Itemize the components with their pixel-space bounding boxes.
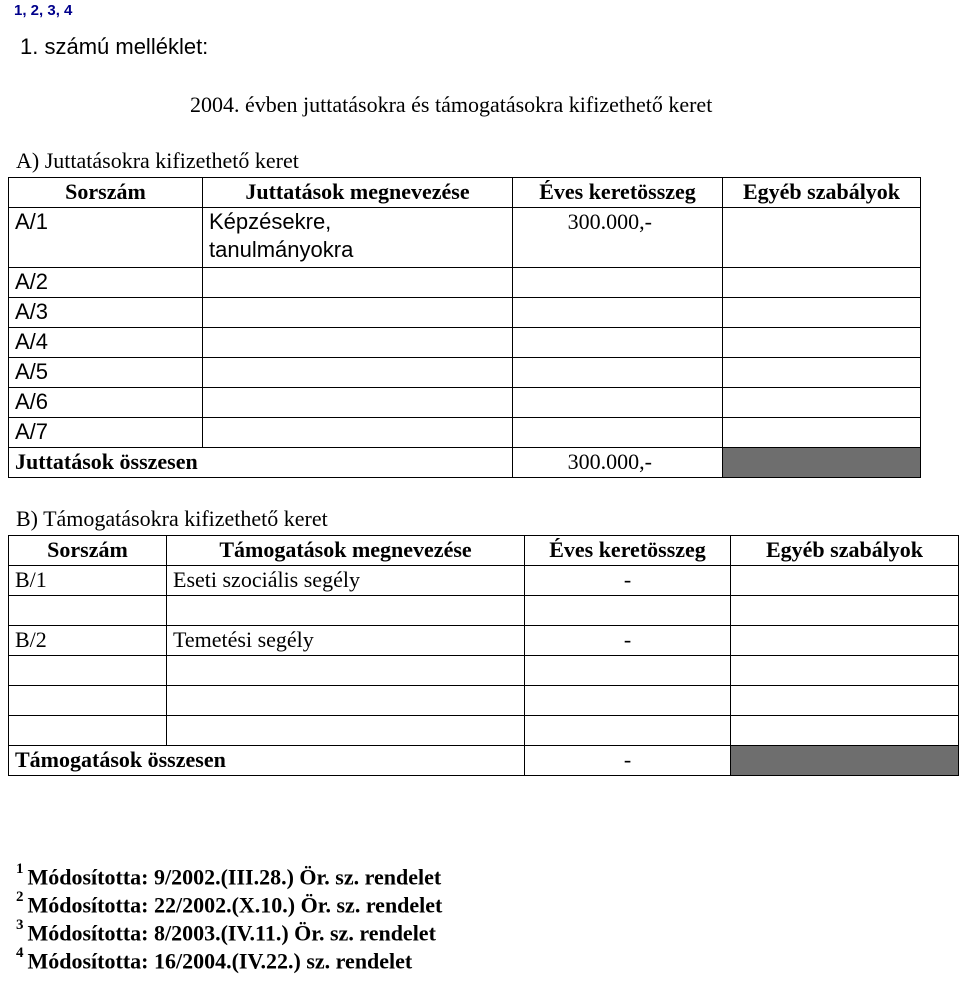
allowances-table (8, 177, 921, 478)
row-name: Temetési segély (167, 626, 525, 656)
row-amount (513, 388, 723, 418)
row-name (203, 388, 513, 418)
footnote-1 (16, 861, 442, 890)
column-header-number: Sorszám (9, 178, 203, 208)
column-header-rules: Egyéb szabályok (723, 178, 921, 208)
table-row (9, 298, 921, 328)
row-name-line-2: tanulmányokra (209, 237, 354, 262)
row-amount: 300.000,- (513, 208, 723, 268)
column-header-amount: Éves keretösszeg (513, 178, 723, 208)
footnote-3 (16, 917, 436, 946)
row-name: Eseti szociális segély (167, 566, 525, 596)
row-id: A/3 (9, 298, 203, 328)
column-header-number: Sorszám (9, 536, 167, 566)
section-b-title: B) Támogatásokra kifizethető keret (16, 506, 328, 531)
row-name (203, 208, 513, 268)
footnote-text: Módosította: 16/2004.(IV.22.) sz. rendelet (27, 948, 413, 974)
row-rules (723, 358, 921, 388)
row-rules (723, 388, 921, 418)
table-row (9, 208, 921, 268)
row-rules (731, 686, 959, 716)
table-row (9, 656, 959, 686)
column-header-rules: Egyéb szabályok (731, 536, 959, 566)
row-name (203, 268, 513, 298)
row-name (167, 596, 525, 626)
row-id (9, 656, 167, 686)
table-row (9, 388, 921, 418)
row-name (203, 328, 513, 358)
row-amount (513, 418, 723, 448)
footnote-number: 1 (16, 861, 24, 877)
row-id: A/4 (9, 328, 203, 358)
footnote-number: 2 (16, 889, 24, 905)
total-amount: - (525, 746, 731, 776)
table-row (9, 418, 921, 448)
footnote-number: 3 (16, 917, 24, 933)
row-name (203, 418, 513, 448)
row-rules (731, 656, 959, 686)
row-rules (723, 268, 921, 298)
row-amount: - (525, 626, 731, 656)
table-row (9, 596, 959, 626)
row-amount (525, 656, 731, 686)
table-row (9, 626, 959, 656)
row-amount (513, 298, 723, 328)
section-a-title: A) Juttatásokra kifizethető keret (16, 148, 299, 173)
row-name (167, 656, 525, 686)
row-id: A/5 (9, 358, 203, 388)
row-id: B/1 (9, 566, 167, 596)
table-row (9, 686, 959, 716)
table-row (9, 716, 959, 746)
total-rules-shaded (731, 746, 959, 776)
total-amount: 300.000,- (513, 448, 723, 478)
row-id (9, 716, 167, 746)
total-rules-shaded (723, 448, 921, 478)
row-rules (731, 626, 959, 656)
table-header-row (9, 178, 921, 208)
row-name (203, 298, 513, 328)
page-title: 2004. évben juttatásokra és támogatásokra kifizethető keret (190, 92, 713, 117)
row-rules (723, 208, 921, 268)
row-amount (525, 596, 731, 626)
row-amount (513, 328, 723, 358)
table-row (9, 268, 921, 298)
row-name (167, 716, 525, 746)
row-rules (723, 328, 921, 358)
row-rules (723, 418, 921, 448)
subsidies-table (8, 535, 959, 776)
row-amount: - (525, 566, 731, 596)
total-row (9, 448, 921, 478)
table-row (9, 328, 921, 358)
row-amount (513, 358, 723, 388)
footnote-text: Módosította: 22/2002.(X.10.) Ör. sz. rendelet (27, 892, 443, 918)
footnote-4 (16, 945, 413, 974)
column-header-name: Támogatások megnevezése (167, 536, 525, 566)
table-row (9, 566, 959, 596)
row-id (9, 686, 167, 716)
row-rules (731, 596, 959, 626)
row-amount (525, 716, 731, 746)
annex-label: 1. számú melléklet: (20, 34, 209, 59)
row-amount (513, 268, 723, 298)
row-rules (723, 298, 921, 328)
total-row (9, 746, 959, 776)
footnote-number: 4 (16, 945, 24, 961)
row-id: A/1 (9, 208, 203, 268)
row-amount (525, 686, 731, 716)
row-id: A/6 (9, 388, 203, 418)
row-id: B/2 (9, 626, 167, 656)
row-name (203, 358, 513, 388)
footnote-text: Módosította: 9/2002.(III.28.) Ör. sz. rendelet (27, 864, 442, 890)
row-id (9, 596, 167, 626)
column-header-name: Juttatások megnevezése (203, 178, 513, 208)
footnote-text: Módosította: 8/2003.(IV.11.) Ör. sz. rendelet (27, 920, 436, 946)
row-rules (731, 716, 959, 746)
column-header-amount: Éves keretösszeg (525, 536, 731, 566)
row-rules (731, 566, 959, 596)
footnote-references: 1, 2, 3, 4 (14, 2, 73, 19)
row-id: A/2 (9, 268, 203, 298)
row-id: A/7 (9, 418, 203, 448)
table-header-row (9, 536, 959, 566)
total-label: Juttatások összesen (9, 448, 513, 478)
footnote-2 (16, 889, 443, 918)
row-name-line-1: Képzésekre, (209, 209, 332, 234)
table-row (9, 358, 921, 388)
total-label: Támogatások összesen (9, 746, 525, 776)
row-name (167, 686, 525, 716)
